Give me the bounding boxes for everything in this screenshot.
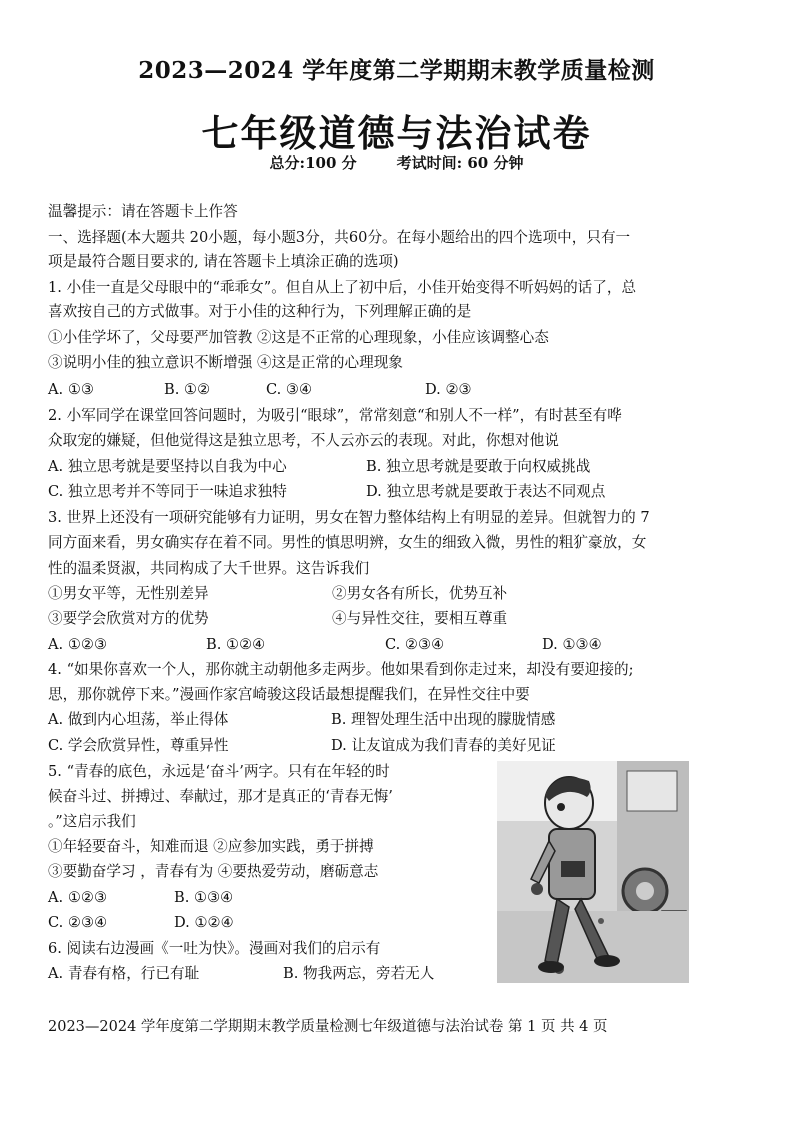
q1-stem-line1: 1. 小佳一直是父母眼中的“乖乖女”。但自从上了初中后，小佳开始变得不听妈妈的话了，总 <box>48 279 637 296</box>
q4-stem-line1: 4. “如果你喜欢一个人，那你就主动朝他多走两步。他如果看到你走过来，却没有要迎接的; <box>48 661 634 678</box>
q2-option-a: A. 独立思考就是要坚持以自我为中心 <box>48 458 287 475</box>
q3-statement-1: ①男女平等，无性别差异 <box>48 585 209 602</box>
q2-stem-line1: 2. 小军同学在课堂回答问题时，为吸引“眼球”，常常刻意“和别人不一样”，有时甚至有哗 <box>48 407 622 424</box>
exam-meta <box>0 152 793 173</box>
comic-illustration <box>497 761 689 983</box>
q3-option-c: C. ②③④ <box>385 636 445 653</box>
comic-drawing <box>497 761 689 983</box>
section-instruction-line2: 项是最符合题目要求的, 请在答题卡上填涂正确的选项) <box>48 253 399 270</box>
q6-option-b: B. 物我两忘，旁若无人 <box>283 965 435 982</box>
q4-option-c: C. 学会欣赏异性，尊重异性 <box>48 737 229 754</box>
q2-stem-line2: 众取宠的嫌疑，但他觉得这是独立思考，不人云亦云的表现。对此，你想对他说 <box>48 432 559 449</box>
exam-time: 考试时间: 60 分钟 <box>396 154 524 172</box>
q5-stem-line3: 。”这启示我们 <box>48 813 136 830</box>
q4-option-b: B. 理智处理生活中出现的朦胧情感 <box>331 711 556 728</box>
q3-stem-line3: 性的温柔贤淑，共同构成了大千世界。这告诉我们 <box>48 560 370 577</box>
q3-option-a: A. ①②③ <box>48 636 108 653</box>
q3-option-b: B. ①②④ <box>206 636 266 653</box>
q5-stem-line1: 5. “青春的底色，永远是‘奋斗’两字。只有在年轻的时 <box>48 763 390 780</box>
q5-option-c: C. ②③④ <box>48 914 108 931</box>
q2-option-b: B. 独立思考就是要敢于向权威挑战 <box>366 458 591 475</box>
q3-option-d: D. ①③④ <box>542 636 602 653</box>
q6-option-a: A. 青春有格，行已有耻 <box>48 965 200 982</box>
q5-stem-line2: 候奋斗过、拼搏过、奉献过，那才是真正的‘青春无悔’ <box>48 788 393 805</box>
q5-statements-2: ③要勤奋学习 ，青春有为 ④要热爱劳动，磨砺意志 <box>48 863 379 880</box>
q2-option-c: C. 独立思考并不等同于一味追求独特 <box>48 483 287 500</box>
q3-stem-line1: 3. 世界上还没有一项研究能够有力证明，男女在智力整体结构上有明显的差异。但就智力的 7 <box>48 509 650 526</box>
q4-option-a: A. 做到内心坦荡，举止得体 <box>48 711 229 728</box>
q5-option-b: B. ①③④ <box>174 889 234 906</box>
q1-option-c: C. ③④ <box>266 381 313 398</box>
q4-option-d: D. 让友谊成为我们青春的美好见证 <box>331 737 556 754</box>
q2-option-d: D. 独立思考就是要敢于表达不同观点 <box>366 483 606 500</box>
q3-statement-2: ②男女各有所长，优势互补 <box>332 585 508 602</box>
tip-text: 温馨提示：请在答题卡上作答 <box>48 203 238 220</box>
q3-statement-4: ④与异性交往，要相互尊重 <box>332 610 508 627</box>
page-footer: 2023—2024 学年度第二学期期末教学质量检测七年级道德与法治试卷 第 1 页 共 4 页 <box>48 1019 608 1035</box>
q1-option-d: D. ②③ <box>425 381 472 398</box>
q6-stem-line1: 6. 阅读右边漫画《一吐为快》。漫画对我们的启示有 <box>48 940 381 957</box>
q5-option-a: A. ①②③ <box>48 889 108 906</box>
q4-stem-line2: 思，那你就停下来。”漫画作家宫崎骏这段话最想提醒我们，在异性交往中要 <box>48 686 530 703</box>
total-score: 总分:100 分 <box>269 154 357 172</box>
exam-term-title: 2023—2024 学年度第二学期期末教学质量检测 <box>138 57 655 84</box>
q5-option-d: D. ①②④ <box>174 914 234 931</box>
q1-statements-2: ③说明小佳的独立意识不断增强 ④这是正常的心理现象 <box>48 354 403 371</box>
exam-subject-title: 七年级道德与法治试卷 <box>201 111 592 155</box>
section-instruction-line1: 一、选择题(本大题共 20小题，每小题3分，共60分。在每小题给出的四个选项中，只有一 <box>48 229 631 246</box>
q1-statements-1: ①小佳学坏了，父母要严加管教 ②这是不正常的心理现象，小佳应该调整心态 <box>48 329 549 346</box>
q3-statement-3: ③要学会欣赏对方的优势 <box>48 610 209 627</box>
q1-option-b: B. ①② <box>164 381 211 398</box>
q5-statements-1: ①年轻要奋斗，知难而退 ②应参加实践，勇于拼搏 <box>48 838 374 855</box>
q3-stem-line2: 同方面来看，男女确实存在着不同。男性的慎思明辨，女生的细致入微，男性的粗犷豪放，女 <box>48 534 647 551</box>
q1-stem-line2: 喜欢按自己的方式做事。对于小佳的这种行为，下列理解正确的是 <box>48 303 472 320</box>
q1-option-a: A. ①③ <box>48 381 94 398</box>
